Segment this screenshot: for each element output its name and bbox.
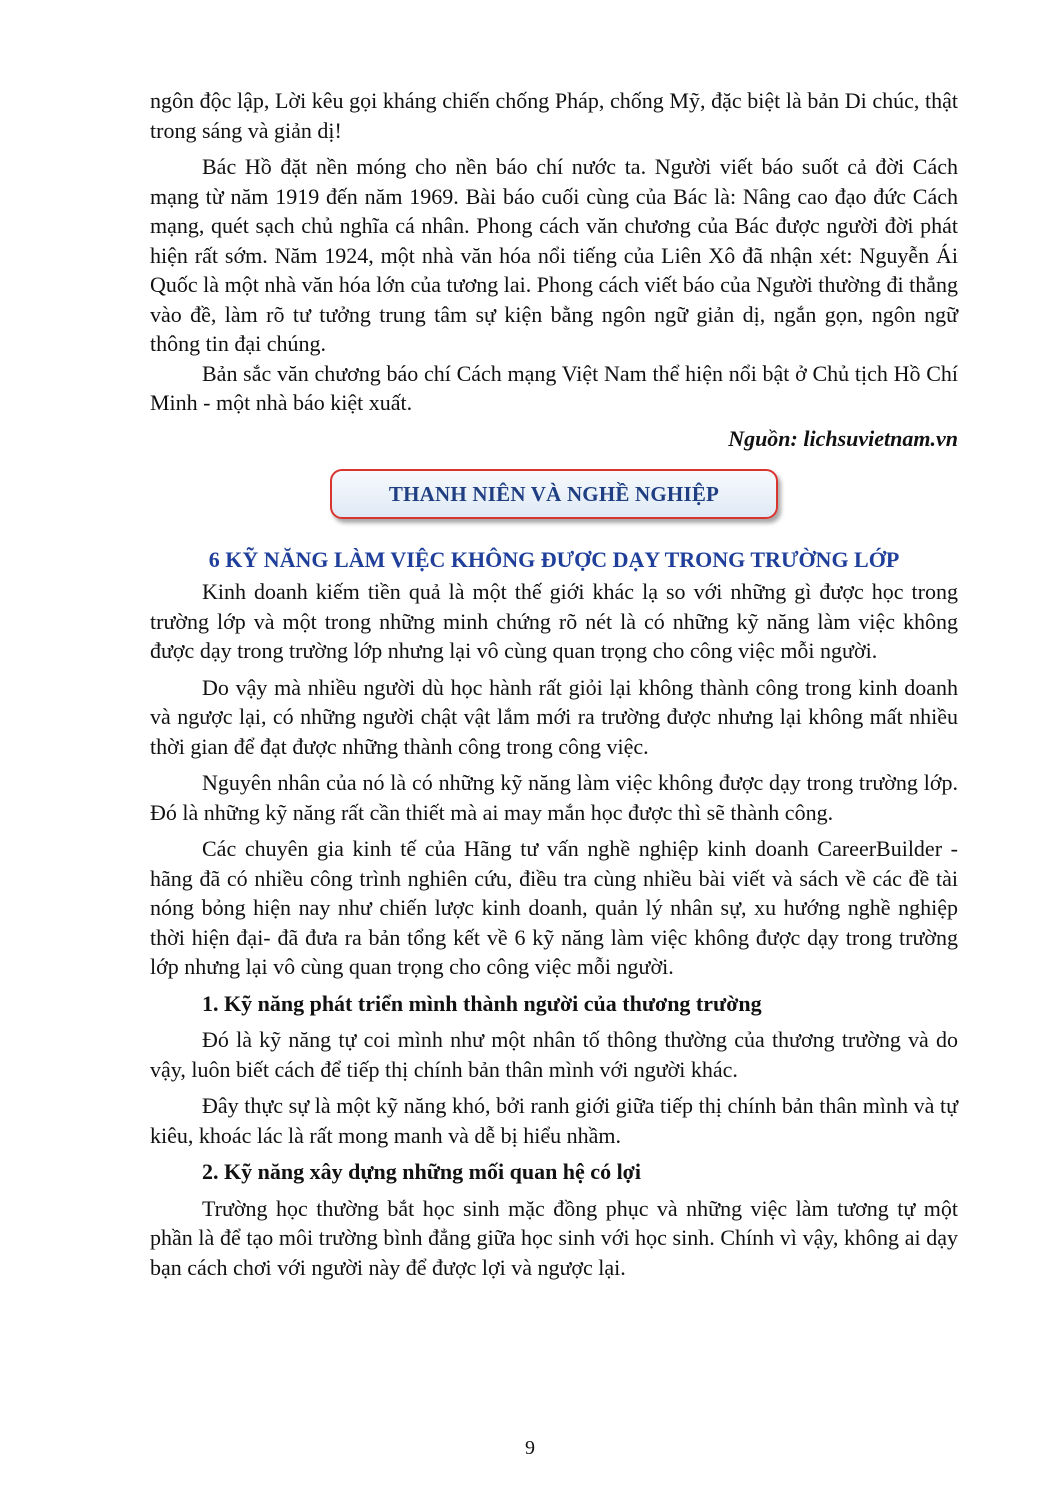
source-citation: Nguồn: lichsuvietnam.vn bbox=[728, 425, 958, 451]
page-number: 9 bbox=[525, 1437, 535, 1459]
section-1-paragraph-2: Đây thực sự là một kỹ năng khó, bởi ranh giới giữa tiếp thị chính bản thân mình và tự kiêu, khoác lác là rất mong manh và dễ bị hiểu nhầm. bbox=[150, 1093, 958, 1148]
section-banner-wrapper bbox=[150, 469, 958, 519]
article-paragraph-1: Kinh doanh kiếm tiền quả là một thế giới khác lạ so với những gì được học trong trường lớp và một trong những minh chứng rõ nét là có những kỹ năng làm việc không được dạy trong trường lớp nhưng lại vô cùng quan trọng cho công việc mỗi người. bbox=[150, 579, 958, 663]
section-1-heading: 1. Kỹ năng phát triển mình thành người của thương trường bbox=[202, 990, 762, 1016]
page-content bbox=[150, 86, 958, 1282]
article-paragraph-4: Các chuyên gia kinh tế của Hãng tư vấn nghề nghiệp kinh doanh CareerBuilder - hãng đã có nhiều công trình nghiên cứu, điều tra cùng nhiều bài viết và sách về các đề tài nóng bỏng hiện nay như chiến lược kinh doanh, quản lý nhân sự, xu hướng nghề nghiệp thời hiện đại- đã đưa ra bản tổng kết về 6 kỹ năng làm việc không được dạy trong trường lớp nhưng lại vô cùng quan trọng cho công việc mỗi người. bbox=[150, 836, 958, 979]
article-title: 6 KỸ NĂNG LÀM VIỆC KHÔNG ĐƯỢC DẠY TRONG TRƯỜNG LỚP bbox=[208, 547, 900, 572]
section-1-paragraph-1: Đó là kỹ năng tự coi mình như một nhân tố thông thường của thương trường và do vậy, luôn biết cách để tiếp thị chính bản thân mình với người khác. bbox=[150, 1027, 958, 1082]
section-banner: THANH NIÊN VÀ NGHỀ NGHIỆP bbox=[330, 469, 778, 519]
intro-paragraph-3: Bản sắc văn chương báo chí Cách mạng Việt Nam thể hiện nổi bật ở Chủ tịch Hồ Chí Minh - một nhà báo kiệt xuất. bbox=[150, 360, 958, 415]
section-2-heading: 2. Kỹ năng xây dựng những mối quan hệ có lợi bbox=[202, 1159, 641, 1184]
section-2-paragraph-1: Trường học thường bắt học sinh mặc đồng phục và những việc làm tương tự một phần là để tạo môi trường bình đẳng giữa học sinh với học sinh. Chính vì vậy, không ai dạy bạn cách chơi với người này để được lợi và ngược lại. bbox=[150, 1195, 958, 1280]
article-paragraph-3: Nguyên nhân của nó là có những kỹ năng làm việc không được dạy trong trường lớp. Đó là những kỹ năng rất cần thiết mà ai may mắn học được thì sẽ thành công. bbox=[150, 770, 958, 825]
article-paragraph-2: Do vậy mà nhiều người dù học hành rất giỏi lại không thành công trong kinh doanh và ngược lại, có những người chật vật lắm mới ra trường được nhưng lại không mất nhiều thời gian để đạt được những thành công trong công việc. bbox=[150, 674, 958, 759]
intro-paragraph-1: ngôn độc lập, Lời kêu gọi kháng chiến chống Pháp, chống Mỹ, đặc biệt là bản Di chúc, thật trong sáng và giản dị! bbox=[150, 88, 958, 143]
intro-paragraph-2: Bác Hồ đặt nền móng cho nền báo chí nước ta. Người viết báo suốt cả đời Cách mạng từ năm 1919 đến năm 1969. Bài báo cuối cùng của Bác là: Nâng cao đạo đức Cách mạng, quét sạch chủ nghĩa cá nhân. Phong cách văn chương của Bác được người đời phát hiện rất sớm. Năm 1924, một nhà văn hóa nổi tiếng của Liên Xô đã nhận xét: Nguyễn Ái Quốc là một nhà văn hóa lớn của tương lai. Phong cách viết báo của Người thường đi thẳng vào đề, làm rõ tư tưởng trung tâm sự kiện bằng ngôn ngữ giản dị, ngắn gọn, ngôn ngữ thông tin đại chúng. bbox=[150, 154, 958, 356]
